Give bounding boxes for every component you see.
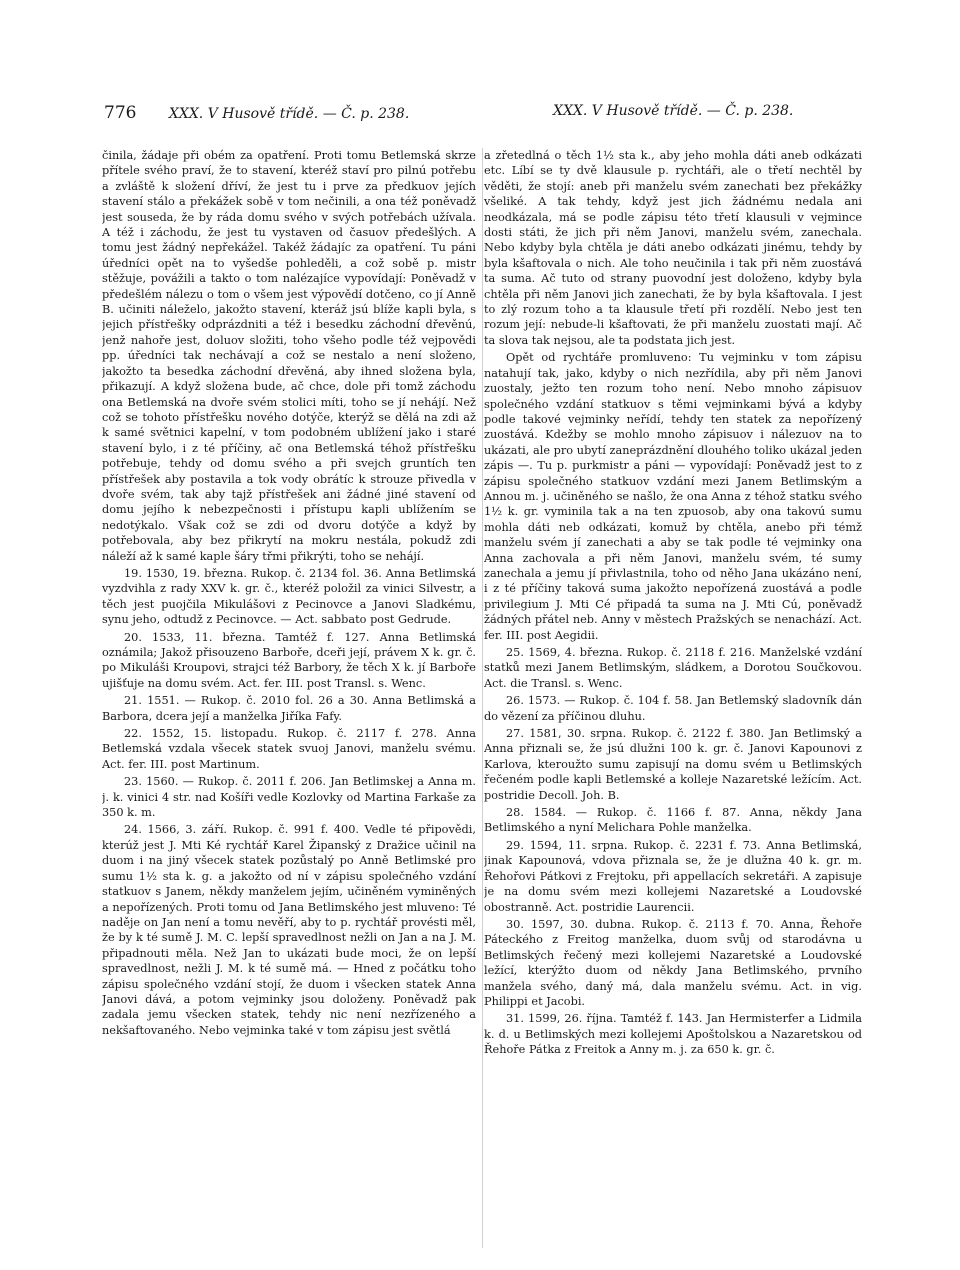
paragraph: 24. 1566, 3. září. Rukop. č. 991 f. 400. Vedle té připovědi, kterúž jest J. Mti Ké rychtář Karel Žipanský z Dražice učinil na duom i na jiný všecek statek pozůstalý po Anně Betlimské pro sumu 1½ sta k. g. a jakožto od ní v zápisu společného vzdání statkuov s Janem, někdy manželem jejím, učiněném vyminěných a nepořízených. Proti tomu od Jana Betlimského jest mluveno: Té naděje on Jan není a tomu nevěří, aby to p. rychtář provésti měl, že by k té sumě J. M. C. lepší spravedlnost nežli on Jan a na J. M. připadnouti měla. Než Jan to ukázati bude moci, že on lepší spravedlnost, nežli J. M. k té sumě má. — Hned z počátku toho zápisu společného vzdání stojí, že duom i všecken statek Anna Janovi dává, a potom vejminky jsou doloženy. Poněvadž pak zadala jemu všecken statek, tehdy nic není nezřízeného a nekšaftovaného. Nebo vejminka také v tom zápisu jest světlá (102, 823, 476, 1037)
paragraph: 28. 1584. — Rukop. č. 1166 f. 87. Anna, někdy Jana Betlimského a nyní Melichara Pohle manželka. (484, 806, 862, 835)
page-number: 776 (104, 103, 137, 123)
left-column (102, 148, 476, 1248)
paragraph: a zřetedlná o těch 1½ sta k., aby jeho mohla dáti aneb odkázati etc. Líbí se ty dvě klausule p. rychtáři, ale o třetí nechtěl by věděti, že stojí: aneb při manželu svém zanechati bez překážky všeliké. A tak tehdy, když jest jich žádnému nedala ani neodkázala, má se podle zápisu této třetí klausuli v vejmince dosti státi, že jich při něm Janovi, manželu svém, zanechala. Nebo kdyby byla chtěla je dáti anebo odkázati jinému, tehdy by byla kšaftovala o nich. Ale toho neučinila i tak při něm zuostává ta suma. Ač tuto od strany puovodní jest doloženo, kdyby byla chtěla při něm Janovi jich zanechati, že by byla kšaftovala. I jest to zlý rozum toho a ta klausule třetí při rozdělí. Nebo jest ten rozum její: nebude-li kšaftovati, že při manželu zuostati mají. Ač ta slova tak nejsou, ale ta podstata jich jest. (484, 149, 862, 347)
paragraph: 29. 1594, 11. srpna. Rukop. č. 2231 f. 73. Anna Betlimská, jinak Kapounová, vdova přiznala se, že je dlužna 40 k. gr. m. Řehořovi Pátkovi z Frejtoku, při appellacích sekretáři. A zapisuje je na domu svém mezi kollejemi Nazaretské a Loudovské obostranně. Act. postridie Laurencii. (484, 838, 862, 914)
paragraph: činila, žádaje při obém za opatření. Proti tomu Betlemská skrze přítele svého praví, že to stavení, kteréž staví pro pilnú potřebu a zvláště k složení dříví, že jest tu i prve za předkuov jejích stavení stálo a překážek sobě v tom nečinili, a ona též poněvadž jest souseda, že by ráda domu svého v svých potřebách užívala. A též i záchodu, že jest tu vystaven od časuov předešlých. A tomu jest žádný nepřekážel. Takéž žádajíc za opatření. Tu páni úředníci opět na to vyšedše pohleděli, a což sobě p. mistr stěžuje, povážili a takto o tom nalézajíce vypovídají: Poněvadž v předešlém nálezu o tom o všem jest výpovědí dotčeno, co jí Anně B. učiniti náleželo, jakožto stavení, kteráž jsú blíže kapli byla, s jejich přístřešky odprázdniti a též i besedku záchodní dřevěnú, jenž nahoře jest, doluov složiti, toho všeho podle též vejpovědi pp. úředníci tak nechávají a což se nestalo a není složeno, jakožto ta besedka záchodní dřevěná, aby ihned složena byla, přikazují. A když složena bude, ač chce, dole při tomž záchodu ona Betlemská na dvoře svém stolici míti, toho se jí nehájí. Než což se tohoto přístřešku nového dotýče, kterýž se dělá na zdi až k samé světnici kapelní, v tom podobném ublížení jako i staré stavení bylo, i z té příčiny, ač ona Betlemská téhož přístřešku potřebuje, tehdy od domu svého a při svejch gruntích ten přístřešek aby postavila a tok vody obrátíc k strouze přivedla v dvoře svém, tak aby tajž přístřešek ani žádné jiné stavení od domu jejího k nebezpečnosti i přístupu kapli ublížením se nedotýkalo. Však což se zdi od dvoru dotýče a když by potřebovala, aby bez přikrytí na mokru nestála, pokudž zdi náleží až k samé kaple šáry třmi přikrýti, toho se nehájí. (102, 149, 476, 563)
paragraph: 22. 1552, 15. listopadu. Rukop. č. 2117 f. 278. Anna Betlemská vzdala všecek statek svuoj Janovi, manželu svému. Act. fer. III. post Martinum. (102, 727, 476, 771)
paragraph: 30. 1597, 30. dubna. Rukop. č. 2113 f. 70. Anna, Řehoře Páteckého z Freitog manželka, duom svůj od starodávna u Betlimských řečený mezi kollejemi Nazaretské a Loudovské ležící, kterýžto duom od někdy Jana Betlimského, prvního manžela svého, daný má, dala manželu svému. Act. in vig. Philippi et Jacobi. (484, 917, 862, 1008)
column-divider (482, 148, 483, 1248)
page-header-right (553, 103, 793, 119)
paragraph: 31. 1599, 26. října. Tamtéž f. 143. Jan Hermisterfer a Lidmila k. d. u Betlimských mezi kollejemi Apoštolskou a Nazaretskou od Řehoře Pátka z Freitok a Anny m. j. za 650 k. gr. č. (484, 1012, 862, 1057)
paragraph: 23. 1560. — Rukop. č. 2011 f. 206. Jan Betlimskej a Anna m. j. k. vinici 4 str. nad Košíři vedle Kozlovky od Martina Farkaše za 350 k. m. (102, 775, 476, 820)
right-column (484, 148, 862, 1248)
paragraph: 21. 1551. — Rukop. č. 2010 fol. 26 a 30. Anna Betlimská a Barbora, dcera její a manželka Jiříka Fafy. (102, 694, 476, 723)
page-header-left (104, 103, 409, 123)
running-title-right: XXX. V Husově třídě. — Č. p. 238. (553, 103, 794, 119)
paragraph: 27. 1581, 30. srpna. Rukop. č. 2122 f. 380. Jan Betlimský a Anna přiznali se, že jsú dlužni 100 k. gr. č. Janovi Kapounovi z Karlova, kteroužto sumu zapisují na domu svém u Betlimských řečeném podle kapli Betlemské a kolleje Nazaretské ležícím. Act. postridie Decoll. Joh. B. (484, 727, 862, 802)
paragraph: 19. 1530, 19. března. Rukop. č. 2134 fol. 36. Anna Betlimská vyzdvihla z rady XXV k. gr. č., kteréž položil za vinici Silvestr, a těch jest puojčila Mikulášovi z Pecinovce a Janovi Sladkému, synu jeho, odtudž z Pecinovce. — Act. sabbato post Gedrude. (102, 566, 476, 627)
paragraph: Opět od rychtáře promluveno: Tu vejminku v tom zápisu natahují tak, jako, kdyby o nich nezřídila, aby při něm Janovi zuostaly, ježto ten rozum toho není. Nebo mnoho zápisuov společného vzdání statkuov s těmi vejminkami bývá a kdyby podle takové vejminky neřídí, tehdy ten statek za nepořízený zuostává. Kdežby se mohlo mnoho zápisuov i nálezuov na to ukázati, ale pro ubytí zaneprázdnění dlouhého toliko ukázal jeden zápis —. Tu p. purkmistr a páni — vypovídají: Poněvadž jest to z zápisu společného statkuov vzdání mezi Janem Betlimským a Annou m. j. učiněného se našlo, že ona Anna z téhož statku svého 1½ k. gr. vyminila tak a na ten zpuosob, aby ona takovú sumu mohla dáti neb odkázati, komuž by chtěla, anebo při témž manželu svém jí zanechati a aby se tak podle té vejminky ona Anna zachovala a při něm Janovi, manželu svém, té sumy zanechala a jemu jí přivlastnila, toho od něho Jana ukázáno není, i z té příčiny taková suma jakožto nepořízená zuostává a podle privilegium J. Mti Cé připadá ta suma na J. Mti Cú, poněvadž žádných přátel neb. Anny v městech Pražských se nenachází. Act. fer. III. post Aegidii. (484, 351, 862, 642)
paragraph: 20. 1533, 11. března. Tamtéž f. 127. Anna Betlimská oznámila; Jakož přisouzeno Barboře, dceři její, právem X k. gr. č. po Mikuláši Kroupovi, strajci též Barbory, že těch X k. jí Barboře ujišťuje na domu svém. Act. fer. III. post Transl. s. Wenc. (102, 630, 476, 690)
running-title-left: XXX. V Husově třídě. — Č. p. 238. (168, 106, 410, 122)
paragraph: 25. 1569, 4. března. Rukop. č. 2118 f. 216. Manželské vzdání statků mezi Janem Betlimským, sládkem, a Dorotou Součkovou. Act. die Transl. s. Wenc. (484, 646, 862, 690)
paragraph: 26. 1573. — Rukop. č. 104 f. 58. Jan Betlemský sladovník dán do vězení za příčinou dluhu. (484, 694, 862, 723)
